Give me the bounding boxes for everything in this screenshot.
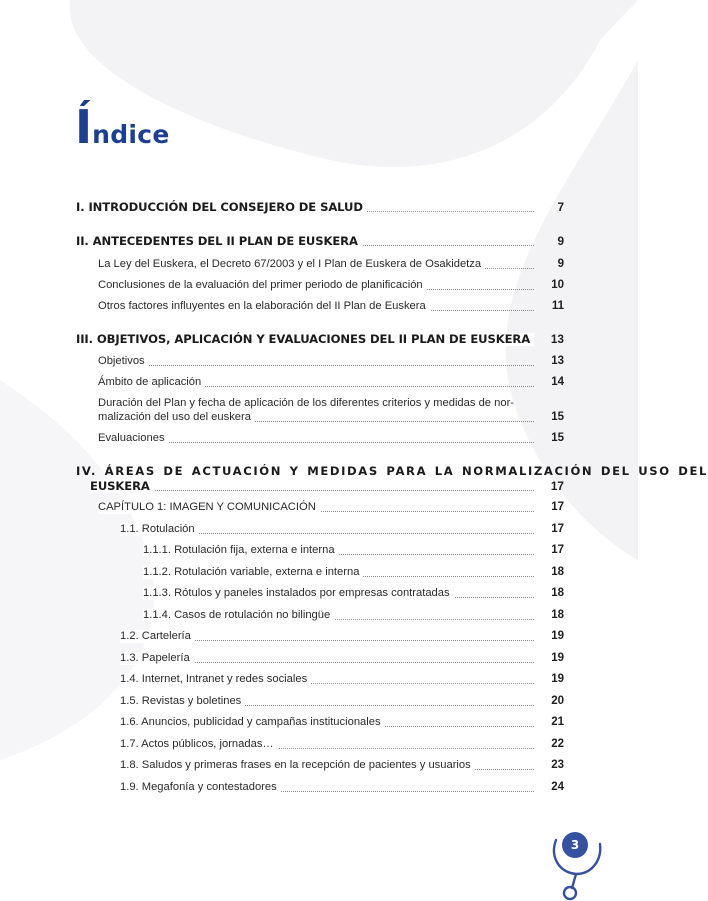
toc-entry[interactable]: [120, 651, 564, 667]
toc-entry-title: 1.1. Rotulación: [120, 523, 199, 536]
toc-entry[interactable]: [76, 234, 564, 250]
toc-entry-page: 11: [551, 300, 564, 312]
toc-entry-title: 1.2. Cartelería: [120, 630, 195, 643]
leader-dots: [90, 490, 534, 491]
toc-entry-title: Evaluaciones: [98, 432, 169, 445]
toc-entry-page: 18: [551, 609, 564, 621]
toc-entry-title: Conclusiones de la evaluación del primer periodo de planificación: [98, 279, 427, 292]
toc-entry[interactable]: [120, 737, 564, 753]
toc-entry-title: EUSKERA: [90, 480, 154, 493]
toc-entry-page: 17: [551, 523, 564, 535]
toc-entry[interactable]: [120, 522, 564, 538]
toc-entry[interactable]: [143, 586, 564, 602]
toc-entry-title: Otros factores influyentes en la elaboración del II Plan de Euskera: [98, 300, 430, 313]
toc-entry[interactable]: [76, 200, 564, 216]
toc-entry-page: 7: [557, 200, 564, 214]
toc-entry-title: 1.1.3. Rótulos y paneles instalados por empresas contratadas: [143, 587, 454, 600]
toc-entry-title: CAPÍTULO 1: IMAGEN Y COMUNICACIÓN: [98, 501, 320, 514]
toc-entry-page: 19: [551, 652, 564, 664]
toc-entry[interactable]: [98, 354, 564, 370]
toc-entry-page: 24: [551, 781, 564, 793]
toc-entry[interactable]: [120, 629, 564, 645]
toc-entry-page: 17: [551, 544, 564, 556]
toc-entry-page: 14: [551, 376, 564, 388]
toc-entry-page: 9: [557, 234, 564, 248]
toc-entry-title: 1.3. Papelería: [120, 652, 194, 665]
toc-entry[interactable]: [98, 299, 564, 315]
toc-entry[interactable]: [120, 715, 564, 731]
toc-entry-title: 1.8. Saludos y primeras frases en la recepción de pacientes y usuarios: [120, 759, 475, 772]
toc-entry-page: 17: [550, 479, 564, 493]
leader-dots: [98, 365, 534, 366]
toc-entry-page: 21: [551, 716, 564, 728]
title-initial: Í: [75, 100, 93, 154]
toc-entry[interactable]: [76, 332, 564, 348]
toc-entry-first-line: Duración del Plan y fecha de aplicación de los diferentes criterios y medidas de nor-: [98, 397, 515, 409]
toc-entry[interactable]: [143, 543, 564, 559]
toc-entry-page: 10: [551, 279, 564, 291]
toc-entry[interactable]: [120, 758, 564, 774]
toc-entry-title: 1.9. Megafonía y contestadores: [120, 781, 281, 794]
toc-entry-title: 1.7. Actos públicos, jornadas…: [120, 738, 278, 751]
toc-entry[interactable]: [98, 431, 564, 447]
page-title: [75, 100, 170, 154]
toc-entry-page: 15: [551, 411, 564, 423]
toc-entry-page: 18: [551, 566, 564, 578]
toc-entry-title: 1.1.4. Casos de rotulación no bilingüe: [143, 609, 334, 622]
toc-entry[interactable]: [98, 278, 564, 294]
toc-entry-title: Ámbito de aplicación: [98, 376, 205, 389]
toc-entry-title: 1.6. Anuncios, publicidad y campañas institucionales: [120, 716, 385, 729]
toc-entry[interactable]: [98, 410, 564, 426]
toc-chapter-first-line: IV. ÁREAS DE ACTUACIÓN Y MEDIDAS PARA LA NORMALIZACIÓN DEL USO DEL: [76, 464, 708, 478]
toc-entry-title: La Ley del Euskera, el Decreto 67/2003 y el I Plan de Euskera de Osakidetza: [98, 258, 485, 271]
toc-entry-title: 1.4. Internet, Intranet y redes sociales: [120, 673, 311, 686]
toc-entry-title: I. INTRODUCCIÓN DEL CONSEJERO DE SALUD: [76, 201, 367, 214]
toc-entry-title: malización del uso del euskera: [98, 411, 255, 424]
toc-entry-page: 20: [551, 695, 564, 707]
toc-entry-page: 13: [551, 355, 564, 367]
toc-entry-page: 17: [551, 501, 564, 513]
toc-entry-page: 23: [551, 759, 564, 771]
toc-entry-page: 13: [550, 332, 564, 346]
toc-entry[interactable]: [120, 672, 564, 688]
page-number-badge: 3: [562, 832, 588, 858]
toc-entry-title: 1.1.1. Rotulación fija, externa e interna: [143, 544, 339, 557]
toc-entry-page: 22: [551, 738, 564, 750]
toc-entry[interactable]: [143, 565, 564, 581]
toc-entry-title: III. OBJETIVOS, APLICACIÓN Y EVALUACIONES DEL II PLAN DE EUSKERA: [76, 333, 534, 346]
toc-entry-page: 15: [551, 432, 564, 444]
toc-entry[interactable]: [120, 780, 564, 796]
toc-entry-page: 9: [557, 258, 564, 270]
toc-entry-page: 19: [551, 630, 564, 642]
toc-entry[interactable]: [98, 375, 564, 391]
toc-entry[interactable]: [98, 500, 564, 516]
toc-entry[interactable]: [143, 608, 564, 624]
toc-entry-page: 19: [551, 673, 564, 685]
toc-entry[interactable]: [120, 694, 564, 710]
toc-entry-title: 1.5. Revistas y boletines: [120, 695, 245, 708]
toc-entry[interactable]: [98, 257, 564, 273]
toc-entry-title: 1.1.2. Rotulación variable, externa e interna: [143, 566, 363, 579]
toc-entry-title: Objetivos: [98, 355, 149, 368]
toc-entry-page: 18: [551, 587, 564, 599]
title-rest: ndice: [92, 120, 170, 149]
toc-entry[interactable]: [90, 479, 564, 495]
toc-entry-title: II. ANTECEDENTES DEL II PLAN DE EUSKERA: [76, 235, 362, 248]
